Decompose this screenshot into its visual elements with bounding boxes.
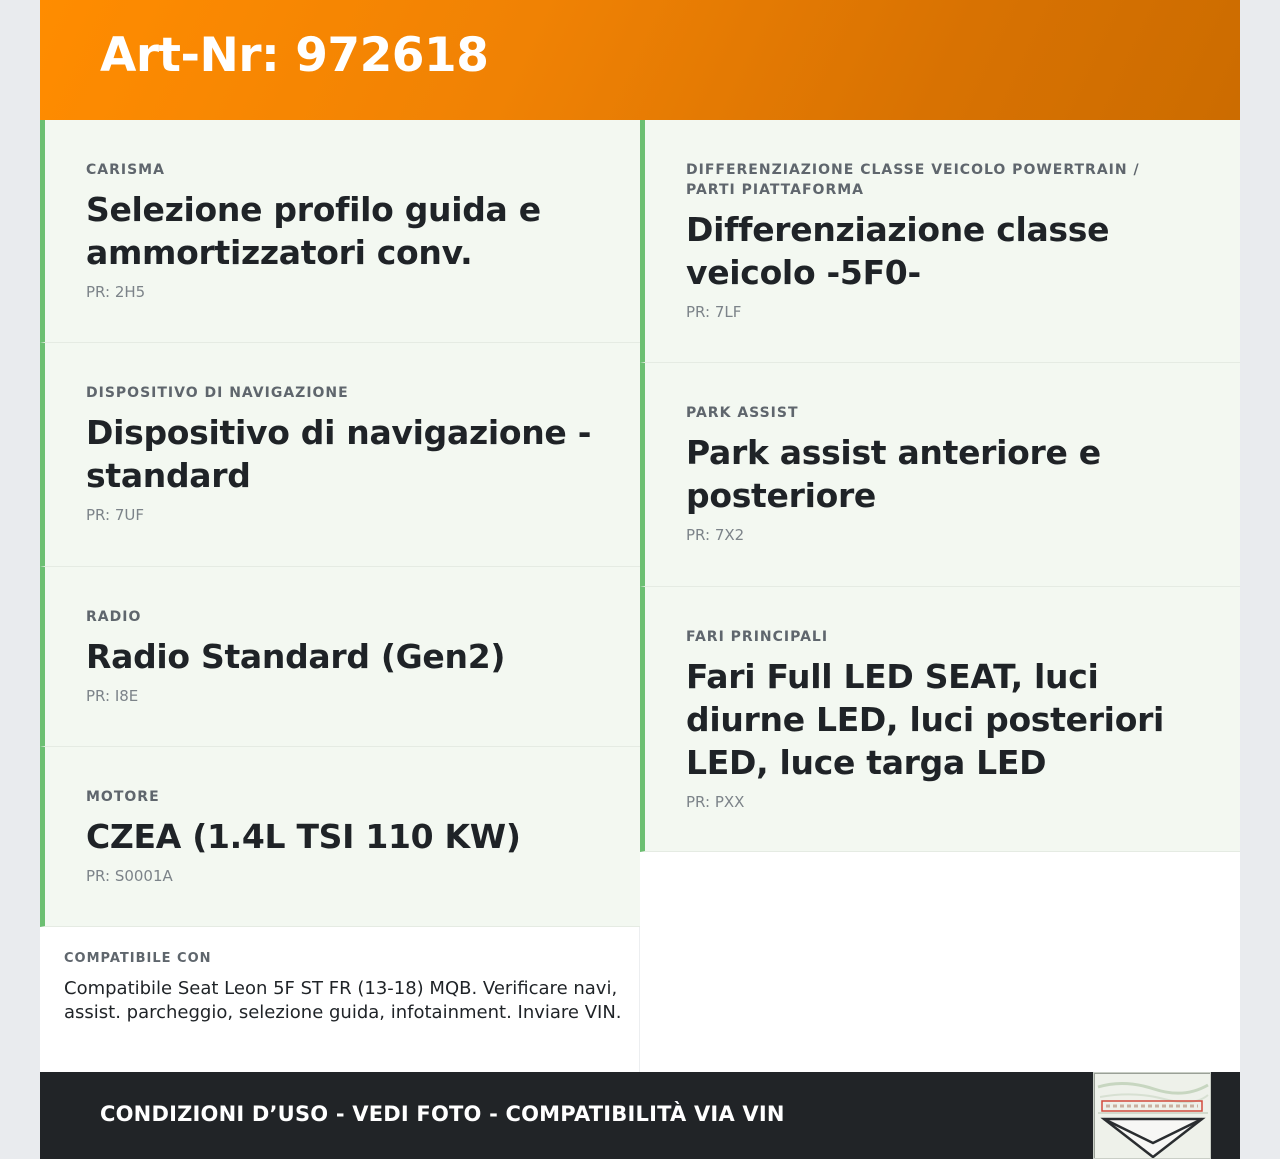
card-category: DISPOSITIVO DI NAVIGAZIONE	[86, 385, 349, 401]
footer-terms-text: CONDIZIONI D’USO - VEDI FOTO - COMPATIBILITÀ VIA VIN	[100, 1102, 785, 1126]
card-pr-code: PR: S0001A	[86, 867, 173, 885]
card-category: FARI PRINCIPALI	[686, 629, 829, 645]
feature-card-park-assist	[640, 363, 1240, 587]
feature-card-carisma	[40, 120, 640, 343]
card-category: CARISMA	[86, 162, 165, 178]
header-bar	[40, 0, 1240, 120]
card-title: Park assist anteriore e posteriore	[686, 433, 1101, 515]
card-pr-code: PR: PXX	[686, 793, 745, 811]
card-category: DIFFERENZIAZIONE CLASSE VEICOLO POWERTRAIN / PARTI PIATTAFORMA	[686, 162, 1140, 198]
card-title: Radio Standard (Gen2)	[86, 637, 506, 676]
feature-card-engine	[40, 747, 640, 927]
envelope-stamp-icon	[1093, 1072, 1211, 1159]
feature-card-navigation	[40, 343, 640, 567]
card-pr-code: PR: 7UF	[86, 506, 144, 524]
card-title: Dispositivo di navigazione - standard	[86, 413, 592, 495]
compatibility-label: COMPATIBILE CON	[64, 951, 212, 966]
card-title: CZEA (1.4L TSI 110 KW)	[86, 817, 521, 856]
card-category: PARK ASSIST	[686, 405, 799, 421]
feature-card-vehicle-class	[640, 120, 1240, 363]
card-title: Fari Full LED SEAT, luci diurne LED, luci posteriori LED, luce targa LED	[686, 657, 1165, 782]
footer-bar	[40, 1072, 1240, 1159]
card-pr-code: PR: 7X2	[686, 526, 745, 544]
card-category: RADIO	[86, 609, 142, 625]
card-title: Selezione profilo guida e ammortizzatori conv.	[86, 190, 541, 272]
feature-card-headlights	[640, 587, 1240, 852]
card-pr-code: PR: 7LF	[686, 303, 742, 321]
compatibility-text: Compatibile Seat Leon 5F ST FR (13-18) MQB. Verificare navi, assist. parcheggio, selezione guida, infotainment. Inviare VIN.	[64, 978, 622, 1023]
article-number-title: Art-Nr: 972618	[100, 28, 489, 83]
card-category: MOTORE	[86, 789, 160, 805]
card-pr-code: PR: 2H5	[86, 283, 146, 301]
product-sheet	[40, 0, 1240, 1159]
card-title: Differenziazione classe veicolo -5F0-	[686, 210, 1110, 292]
card-pr-code: PR: I8E	[86, 687, 139, 705]
feature-card-radio	[40, 567, 640, 747]
compatibility-box	[40, 927, 640, 1072]
